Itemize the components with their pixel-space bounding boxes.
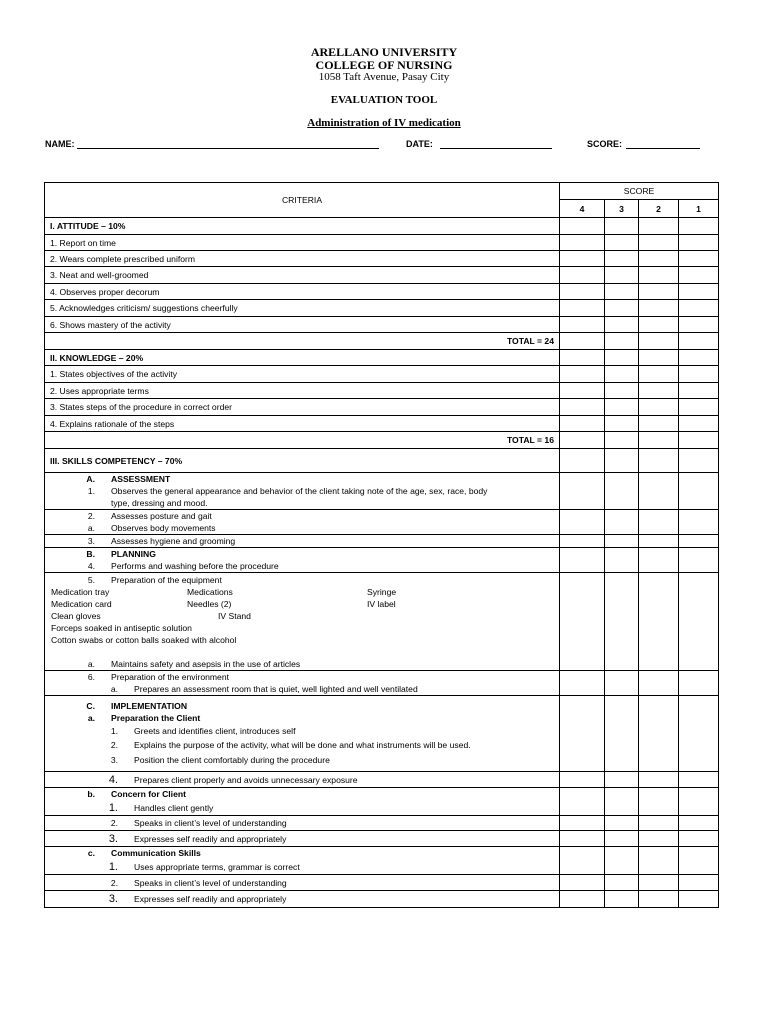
score-cell[interactable] [679,218,719,235]
equipment-item: Medications [187,586,233,597]
score-cell[interactable] [679,548,719,573]
criterion-continued: type, dressing and mood. [111,498,208,508]
table-row [45,416,719,432]
equipment-block [45,573,560,671]
criterion: Speaks in client’s level of understanding [134,877,287,888]
knowledge-total: TOTAL = 16 [45,432,560,449]
criterion: 6. Shows mastery of the activity [45,317,560,333]
score-cell[interactable] [679,671,719,696]
score-col-2: 2 [639,200,679,218]
score-cell[interactable] [560,432,605,449]
score-cell[interactable] [639,535,679,548]
score-cell[interactable] [639,449,679,473]
score-cell[interactable] [605,535,639,548]
criterion: 5. Acknowledges criticism/ suggestions cheerfully [45,300,560,317]
criterion: Preparation of the equipment [111,574,222,585]
communication-block [45,847,560,875]
item-number: 3. [110,755,118,765]
table-row [45,875,719,891]
score-cell[interactable] [639,671,679,696]
score-cell[interactable] [560,235,605,251]
score-cell[interactable] [560,548,605,573]
criterion: 4. Explains rationale of the steps [45,416,560,432]
score-cell[interactable] [560,671,605,696]
score-cell[interactable] [679,333,719,350]
criterion: Prepares client properly and avoids unnecessary exposure [134,774,358,785]
score-cell[interactable] [605,847,639,875]
item-number: 2. [87,511,95,521]
criterion: 2. Uses appropriate terms [45,383,560,399]
item-number: 1. [108,860,118,873]
score-cell[interactable] [639,831,679,847]
college-name: COLLEGE OF NURSING [315,58,453,72]
score-cell[interactable] [560,399,605,416]
score-cell[interactable] [605,300,639,317]
table-row [45,831,719,847]
score-cell[interactable] [605,816,639,831]
score-cell[interactable] [560,366,605,383]
equipment-item: Cotton swabs or cotton balls soaked with alcohol [51,634,237,645]
score-cell[interactable] [639,432,679,449]
score-cell[interactable] [560,573,605,671]
criterion: Observes body movements [111,523,216,533]
score-cell[interactable] [605,235,639,251]
score-cell[interactable] [639,383,679,399]
item-letter: a. [87,712,95,723]
score-cell[interactable] [605,416,639,432]
score-cell[interactable] [679,772,719,788]
score-cell[interactable] [639,510,679,535]
score-cell[interactable] [605,449,639,473]
item-number: 2. [110,818,118,828]
posture-block [45,510,560,535]
university-name: ARELLANO UNIVERSITY [310,45,458,59]
table-row [45,300,719,317]
score-cell[interactable] [639,399,679,416]
score-cell[interactable] [605,218,639,235]
item-number: 4. [87,561,95,571]
score-cell[interactable] [605,473,639,510]
item-letter: c. [87,848,95,858]
score-cell[interactable] [679,573,719,671]
concern-block [45,788,560,816]
criteria-header: CRITERIA [45,183,560,218]
assessment-block [45,473,560,510]
score-cell[interactable] [560,772,605,788]
score-cell[interactable] [679,473,719,510]
score-cell[interactable] [679,788,719,816]
score-cell[interactable] [639,251,679,267]
score-cell[interactable] [679,416,719,432]
table-row [45,317,719,333]
score-cell[interactable] [639,696,679,772]
criterion: 2. Wears complete prescribed uniform [45,251,560,267]
score-col-4: 4 [560,200,605,218]
table-row [45,267,719,284]
criterion: 1. Report on time [45,235,560,251]
score-cell[interactable] [605,510,639,535]
section-row [45,350,719,366]
criterion: 1. States objectives of the activity [45,366,560,383]
score-cell[interactable] [605,251,639,267]
score-cell[interactable] [560,284,605,300]
criterion: Prepares an assessment room that is quiet, well lighted and well ventilated [134,684,418,694]
implementation-block [45,696,560,772]
criterion: Preparation of the environment [111,672,229,682]
score-cell[interactable] [639,333,679,350]
table-row [45,671,719,696]
item-letter: b. [87,789,95,799]
item-number: 6. [87,672,95,682]
evaluation-table [44,182,719,908]
item-number: C. [86,700,95,711]
total-row [45,333,719,350]
total-row [45,432,719,449]
score-cell[interactable] [605,875,639,891]
item-number: 3. [108,893,118,905]
criterion: 4. Observes proper decorum [45,284,560,300]
item-number: 2. [110,740,118,750]
score-cell[interactable] [639,317,679,333]
score-cell[interactable] [639,788,679,816]
equipment-item: Needles (2) [187,598,232,609]
criterion: Explains the purpose of the activity, what will be done and what instruments will be used. [134,740,471,750]
score-cell[interactable] [639,284,679,300]
score-cell[interactable] [679,847,719,875]
score-cell[interactable] [560,333,605,350]
criterion: Handles client gently [134,802,214,813]
score-cell[interactable] [679,696,719,772]
score-cell[interactable] [639,875,679,891]
score-cell[interactable] [560,473,605,510]
score-header: SCORE [560,183,719,200]
item-number: 3. [108,832,118,845]
table-row [45,696,719,772]
score-cell[interactable] [679,317,719,333]
score-cell[interactable] [679,510,719,535]
score-cell[interactable] [639,772,679,788]
item-number: 5. [87,574,95,585]
score-cell[interactable] [679,816,719,831]
score-cell[interactable] [605,696,639,772]
score-cell[interactable] [605,891,639,908]
score-cell[interactable] [560,383,605,399]
criterion: Expresses self readily and appropriately [134,833,287,844]
criterion: 3. States steps of the procedure in correct order [45,399,560,416]
table-row [45,816,719,831]
criterion: Greets and identifies client, introduces self [134,725,296,736]
score-cell[interactable] [679,235,719,251]
table-row [45,235,719,251]
equipment-item: Forceps soaked in antiseptic solution [51,622,192,633]
section-skills-title: III. SKILLS COMPETENCY – 70% [45,449,560,473]
score-cell[interactable] [639,235,679,251]
score-cell[interactable] [639,891,679,908]
score-cell[interactable] [679,875,719,891]
score-cell[interactable] [605,399,639,416]
table-row [45,510,719,535]
score-cell[interactable] [605,333,639,350]
score-cell[interactable] [605,831,639,847]
score-cell[interactable] [560,535,605,548]
score-col-3: 3 [605,200,639,218]
subsection-title: Preparation the Client [111,712,201,723]
score-cell[interactable] [639,218,679,235]
equipment-item: IV Stand [218,610,251,621]
score-cell[interactable] [560,251,605,267]
score-cell[interactable] [560,350,605,366]
score-cell[interactable] [605,432,639,449]
score-cell[interactable] [605,366,639,383]
item-number: 3. [87,536,95,546]
item-number: B. [86,549,95,559]
item-letter: a. [87,658,95,669]
table-row [45,772,719,788]
score-cell[interactable] [639,350,679,366]
score-cell[interactable] [639,573,679,671]
table-row [45,284,719,300]
item-number: 4. [108,773,118,786]
table-row [45,366,719,383]
score-cell[interactable] [639,267,679,284]
score-cell[interactable] [679,831,719,847]
criterion: Performs and washing before the procedure [111,561,279,571]
attitude-total: TOTAL = 24 [45,333,560,350]
table-row [45,847,719,875]
equipment-item: Clean gloves [51,610,101,621]
equipment-item: Medication tray [51,586,110,597]
criterion: Speaks in client’s level of understanding [134,818,287,828]
item-number: 1. [87,486,95,496]
subsection-title: Concern for Client [111,789,186,799]
item-number: 2. [110,877,118,888]
section-row [45,218,719,235]
table-row [45,548,719,573]
document-title: EVALUATION TOOL [330,94,438,106]
criterion: Uses appropriate terms, grammar is correct [134,861,300,872]
score-cell[interactable] [560,891,605,908]
score-cell[interactable] [560,218,605,235]
table-row [45,788,719,816]
score-cell[interactable] [679,383,719,399]
criterion: Assesses hygiene and grooming [111,536,236,546]
score-cell[interactable] [679,300,719,317]
name-label: NAME: [45,139,75,149]
info-row [45,139,725,153]
table-row [45,473,719,510]
score-cell[interactable] [639,366,679,383]
score-cell[interactable] [679,366,719,383]
score-cell[interactable] [639,847,679,875]
score-cell[interactable] [560,317,605,333]
item-letter: a. [87,523,95,533]
score-col-1: 1 [679,200,719,218]
assessment-title: ASSESSMENT [111,474,171,484]
score-cell[interactable] [679,284,719,300]
score-cell[interactable] [560,449,605,473]
item-number: 1. [108,801,118,814]
criterion: Position the client comfortably during the procedure [134,755,330,765]
score-cell[interactable] [605,383,639,399]
section-row [45,449,719,473]
subsection-title: Communication Skills [111,848,201,858]
section-knowledge-title: II. KNOWLEDGE – 20% [45,350,560,366]
score-cell[interactable] [560,300,605,317]
score-cell[interactable] [679,535,719,548]
score-cell[interactable] [605,772,639,788]
score-cell[interactable] [560,788,605,816]
score-cell[interactable] [679,251,719,267]
score-cell[interactable] [679,267,719,284]
score-cell[interactable] [679,891,719,908]
equipment-item: IV label [367,598,396,609]
score-cell[interactable] [560,267,605,284]
item-number: A. [86,474,95,484]
score-cell[interactable] [560,696,605,772]
planning-block [45,548,560,573]
score-cell[interactable] [679,350,719,366]
section-attitude-title: I. ATTITUDE – 10% [45,218,560,235]
score-label: SCORE: [587,139,623,149]
equipment-item: Medication card [51,598,112,609]
criterion: 3. Neat and well-groomed [45,267,560,284]
table-row [45,573,719,671]
score-cell[interactable] [560,416,605,432]
score-cell[interactable] [639,816,679,831]
item-number: 1. [110,725,118,736]
score-cell[interactable] [605,350,639,366]
criterion: Assesses posture and gait [111,511,212,521]
item-letter: a. [110,684,118,694]
score-cell[interactable] [605,284,639,300]
score-cell[interactable] [605,573,639,671]
document-subject: Administration of IV medication [307,117,461,129]
score-cell[interactable] [605,548,639,573]
equipment-item: Syringe [367,586,397,597]
criterion: Maintains safety and asepsis in the use of articles [111,658,301,669]
score-cell[interactable] [560,847,605,875]
criterion: Observes the general appearance and behavior of the client taking note of the age, sex, race, body [111,486,488,496]
score-cell[interactable] [560,831,605,847]
table-row [45,535,719,548]
score-cell[interactable] [639,416,679,432]
score-cell[interactable] [639,473,679,510]
score-cell[interactable] [560,875,605,891]
score-cell[interactable] [560,816,605,831]
score-cell[interactable] [560,510,605,535]
address: 1058 Taft Avenue, Pasay City [318,71,450,83]
table-row [45,891,719,908]
score-cell[interactable] [605,671,639,696]
table-row [45,251,719,267]
score-cell[interactable] [679,432,719,449]
score-cell[interactable] [605,267,639,284]
criterion: Expresses self readily and appropriately [134,894,287,904]
planning-title: PLANNING [111,549,156,559]
score-cell[interactable] [605,317,639,333]
score-cell[interactable] [639,548,679,573]
score-cell[interactable] [639,300,679,317]
table-row [45,383,719,399]
environment-block [45,671,560,696]
score-cell[interactable] [679,449,719,473]
implementation-title: IMPLEMENTATION [111,700,188,711]
score-cell[interactable] [679,399,719,416]
date-label: DATE: [406,139,433,149]
score-cell[interactable] [605,788,639,816]
table-row [45,399,719,416]
